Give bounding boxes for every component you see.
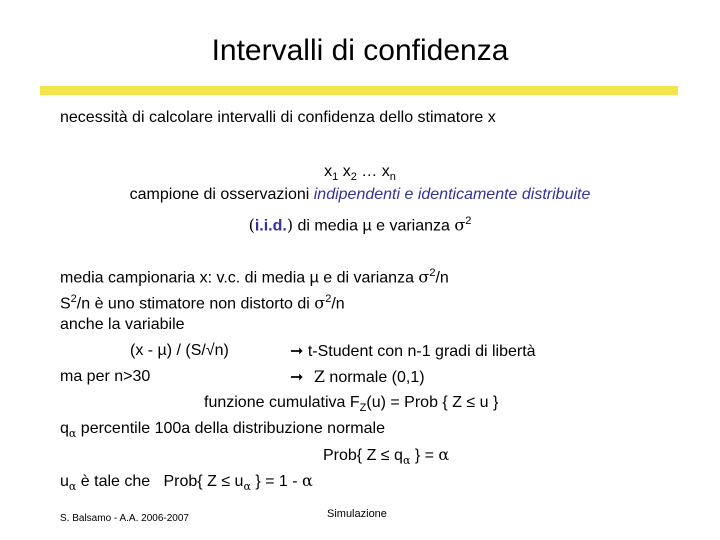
line13-a: è tale che Prob{ Z ≤ u: [76, 473, 244, 490]
text-line-2: [0, 162, 720, 187]
cdf-b: (u) = Prob { Z ≤ u }: [366, 394, 499, 411]
line4-rest: di media µ e varianza: [293, 217, 455, 235]
t-student-text: t-Student con n-1 gradi di libertà: [303, 343, 536, 360]
normal-text: normale (0,1): [324, 369, 425, 386]
line12-a: Prob{ Z ≤ q: [323, 447, 403, 464]
line9-a: ma per n>30: [60, 368, 151, 385]
text-line-9-a: [60, 367, 150, 387]
sigma-exp: 2: [325, 293, 332, 305]
x2: x: [338, 163, 351, 180]
line13-b: } = 1 -: [250, 473, 303, 490]
text-line-8-expr: [130, 341, 229, 361]
text-line-9-result: [290, 367, 425, 388]
x2-sub: 2: [350, 171, 357, 184]
alpha-symbol: α: [402, 454, 411, 468]
footer-author: S. Balsamo - A.A. 2006-2007: [60, 513, 189, 524]
line11-rest: percentile 100a della distribuzione normale: [76, 420, 385, 437]
paren-open: (: [248, 215, 255, 235]
sigma-symbol: σ: [314, 293, 326, 313]
line5-tail: /n: [435, 269, 449, 287]
alpha-symbol: α: [438, 445, 450, 464]
footer-course: Simulazione: [327, 508, 387, 520]
iid-abbrev: i.i.d.: [254, 217, 287, 235]
text-line-8-result: [290, 341, 536, 362]
q-var: q: [60, 420, 69, 437]
text-line-5: [60, 263, 449, 288]
alpha-symbol: α: [302, 471, 313, 490]
z-symbol: Z: [313, 367, 325, 386]
alpha-symbol: α: [68, 480, 77, 494]
u-var: u: [60, 473, 69, 490]
sigma-exp: 2: [429, 267, 436, 279]
s-var: S: [60, 295, 71, 313]
line6-tail: /n: [331, 295, 345, 313]
cdf-a: funzione cumulativa F: [204, 394, 360, 411]
text-line-1: [60, 108, 496, 128]
cdf-sub: Z: [359, 402, 367, 415]
line1-text: necessità di calcolare intervalli di confidenza dello stimatore x: [60, 109, 496, 126]
xn: … x: [356, 163, 390, 180]
text-line-3: [0, 185, 720, 205]
arrow-icon: ➞: [290, 367, 304, 386]
text-line-11: [60, 419, 385, 444]
text-line-12: [323, 445, 449, 471]
slide-title: Intervalli di confidenza: [211, 34, 509, 67]
sigma-symbol: σ: [454, 215, 466, 235]
paren-close: ): [286, 215, 294, 235]
line6-b: /n è uno stimatore non distorto di: [76, 295, 315, 313]
title-underline: [40, 86, 678, 95]
s-exp: 2: [70, 293, 77, 305]
xn-sub: n: [389, 171, 396, 184]
alpha-symbol: α: [243, 480, 251, 494]
line7-text: anche la variabile: [60, 316, 185, 333]
sigma-symbol: σ: [418, 267, 430, 287]
text-line-10: [204, 393, 498, 418]
text-line-13: [60, 471, 313, 497]
line3-iid-phrase: indipendenti e identicamente distribuite: [313, 186, 591, 203]
alpha-symbol: α: [68, 427, 77, 441]
text-line-7: [60, 315, 185, 335]
line5-a: media campionaria x: v.c. di media µ e di varianza: [60, 269, 419, 287]
sigma-exp: 2: [465, 215, 472, 227]
arrow-icon: ➞: [290, 341, 304, 360]
text-line-4: [0, 211, 720, 236]
t-statistic-expr: (x - µ) / (S/√n): [130, 342, 229, 359]
x1: x: [324, 163, 333, 180]
line12-b: } =: [410, 447, 439, 464]
x1-sub: 1: [332, 171, 339, 184]
text-line-6: [60, 289, 345, 314]
line3-a: campione di osservazioni: [129, 186, 314, 203]
